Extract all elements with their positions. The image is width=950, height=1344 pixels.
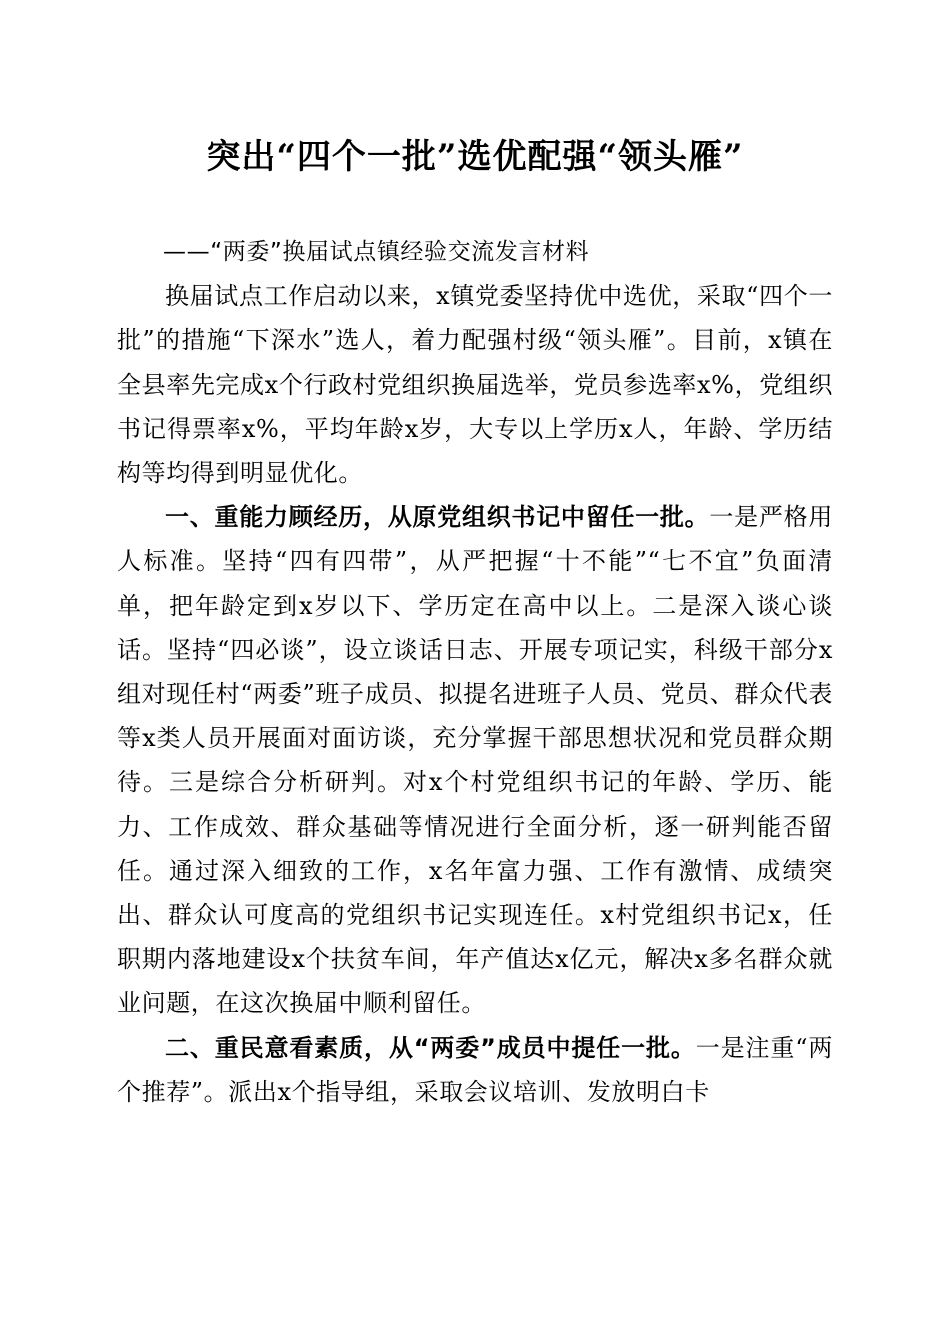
document-title: 突出“四个一批”选优配强“领头雁” [206, 137, 744, 177]
section-paragraph-2 [117, 1026, 833, 1114]
document-body [117, 230, 833, 1114]
section-heading-2: 二、重民意看素质，从“两委”成员中提任一批。 [165, 1033, 696, 1062]
section-text-2: 一是注重“两个推荐”。派出x个指导组，采取会议培训、发放明白卡 [117, 1033, 834, 1106]
section-text-1: 一是严格用人标准。坚持“四有四带”，从严把握“十不能”“七不宜”负面清单，把年龄定到x岁以下、学历定在高中以上。二是深入谈心谈话。坚持“四必谈”，设立谈话日志、开展专项记实，科级干部分x组对现任村“两委”班子成员、拟提名进班子人员、党员、群众代表等x类人员开展面对面访谈，充分掌握干部思想状况和党员群众期待。三是综合分析研判。对x个村党组织书记的年龄、学历、能力、工作成效、群众基础等情况进行全面分析，逐一研判能否留任。通过深入细致的工作，x名年富力强、工作有激情、成绩突出、群众认可度高的党组织书记实现连任。x村党组织书记x，任职期内落地建设x个扶贫车间，年产值达x亿元，解决x多名群众就业问题，在这次换届中顺利留任。 [117, 503, 834, 1018]
document-subtitle: ——“两委”换届试点镇经验交流发言材料 [163, 239, 590, 265]
section-heading-1: 一、重能力顾经历，从原党组织书记中留任一批。 [165, 503, 710, 532]
intro-paragraph: 换届试点工作启动以来，x镇党委坚持优中选优，采取“四个一批”的措施“下深水”选人，着力配强村级“领头雁”。目前，x镇在全县率先完成x个行政村党组织换届选举，党员参选率x%，党组织书记得票率x%，平均年龄x岁，大专以上学历x人，年龄、学历结构等均得到明显优化。 [117, 282, 833, 488]
section-paragraph-1 [117, 495, 833, 1025]
